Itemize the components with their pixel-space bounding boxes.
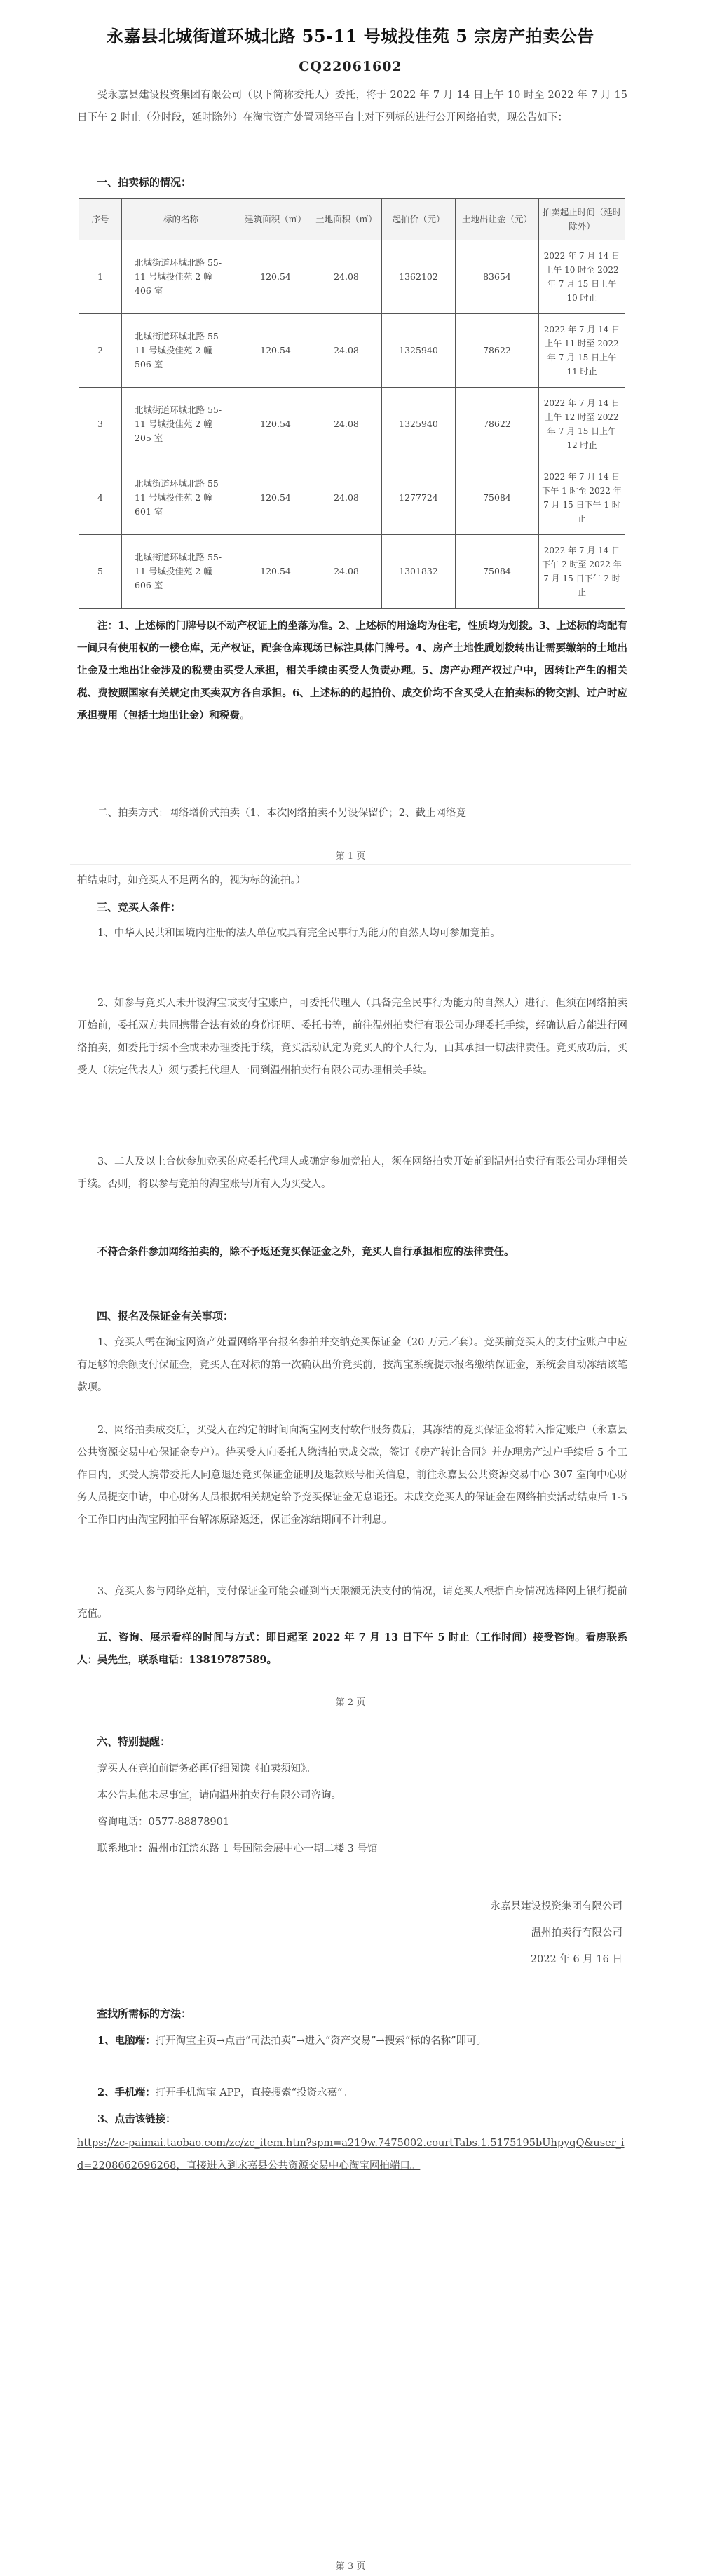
guide-mobile-label: 2、手机端： [97, 2087, 156, 2099]
auction-items-table [79, 198, 625, 609]
cell-building-area: 120.54 [240, 388, 311, 461]
cell-no: 4 [79, 461, 122, 535]
col-header-land-fee: 土地出让金（元） [456, 199, 539, 240]
cell-no: 5 [79, 535, 122, 609]
cell-name: 北城街道环城北路 55-11 号城投佳苑 2 幢 606 室 [122, 535, 240, 609]
intro-paragraph: 受永嘉县建设投资集团有限公司（以下简称委托人）委托，将于 2022 年 7 月 14 日上午 10 时至 2022 年 7 月 15 日下午 2 时止（分时段，延时除外）在淘宝资产处置网络平台上对下列标的进行公开网络拍卖，现公告如下： [77, 90, 627, 123]
cell-time: 2022 年 7 月 14 日下午 2 时至 2022 年 7 月 15 日下午 2 时止 [539, 535, 625, 609]
page-separator [70, 864, 631, 865]
announcement-date: 2022 年 6 月 16 日 [530, 1954, 622, 1965]
cell-land-area: 24.08 [311, 314, 382, 388]
cell-land-fee: 78622 [456, 388, 539, 461]
guide-desktop-text: 打开淘宝主页→点击“司法拍卖”→进入“资产交易”→搜索“标的名称”即可。 [155, 2035, 487, 2047]
guide-desktop [77, 2030, 627, 2052]
contact-phone: 咨询电话：0577-88878901 [97, 1817, 230, 1828]
signatory-client: 永嘉县建设投资集团有限公司 [490, 1901, 622, 1912]
cell-time: 2022 年 7 月 14 日下午 1 时至 2022 年 7 月 15 日下午 1 时止 [539, 461, 625, 535]
guide-link-paragraph [77, 2132, 627, 2177]
cell-land-area: 24.08 [311, 388, 382, 461]
page-title: 永嘉县北城街道环城北路 55-11 号城投佳苑 5 宗房产拍卖公告 [107, 26, 594, 46]
cell-time: 2022 年 7 月 14 日上午 12 时至 2022 年 7 月 15 日上午 12 时止 [539, 388, 625, 461]
table-row [79, 240, 625, 314]
guide-mobile-text: 打开手机淘宝 APP，直接搜索“投资永嘉”。 [155, 2087, 353, 2099]
section-3-item-2: 2、如参与竞买人未开设淘宝或支付宝账户，可委托代理人（具备完全民事行为能力的自然人）进行，但须在网络拍卖开始前，委托双方共同携带合法有效的身份证明、委托书等，前往温州拍卖行有限公司办理委托手续，经确认后方能进行网络拍卖，如委托手续不全或未办理委托手续，竞买活动认定为竞买人的个人行为，由其承担一切法律责任。竞买成功后，买受人（法定代表人）须与委托代理人一同到温州拍卖行有限公司办理相关手续。 [77, 998, 627, 1076]
cell-start-price: 1301832 [382, 535, 456, 609]
cell-land-area: 24.08 [311, 461, 382, 535]
cell-land-fee: 75084 [456, 535, 539, 609]
cell-land-fee: 83654 [456, 240, 539, 314]
section-2-continued: 拍结束时，如竞买人不足两名的，视为标的流拍。） [77, 875, 306, 886]
section-6-heading: 六、特别提醒： [97, 1735, 171, 1748]
note-paragraph: 注：1、上述标的门牌号以不动产权证上的坐落为准。2、上述标的用途均为住宅，性质均为划拨。3、上述标的均配有一间只有使用权的一楼仓库，无产权证，配套仓库现场已标注具体门牌号。4、房产土地性质划拨转出让需要缴纳的土地出让金及土地出让金涉及的税费由买受人承担，相关手续由买受人负责办理。5、房产办理产权过户中，因转让产生的相关税、费按照国家有关规定由买卖双方各自承担。6、上述标的的起拍价、成交价均不含买受人在拍卖标的物交割、过户时应承担费用（包括土地出让金）和税费。 [77, 620, 627, 721]
col-header-name: 标的名称 [122, 199, 240, 240]
section-3-heading: 三、竞买人条件： [97, 901, 182, 914]
cell-time: 2022 年 7 月 14 日上午 11 时至 2022 年 7 月 15 日上午 11 时止 [539, 314, 625, 388]
cell-land-fee: 75084 [456, 461, 539, 535]
section-6-item-2: 本公告其他未尽事宜，请向温州拍卖行有限公司咨询。 [97, 1790, 341, 1801]
cell-land-area: 24.08 [311, 240, 382, 314]
section-4-heading: 四、报名及保证金有关事项： [97, 1310, 234, 1322]
auction-link[interactable]: https://zc-paimai.taobao.com/zc/zc_item.htm?spm=a219w.7475002.courtTabs.1.5175195bUhpyqQ&user_id=2208662696268，直接进入到永嘉县公共资源交易中心淘宝网拍端口。 [77, 2138, 625, 2171]
table-row [79, 535, 625, 609]
cell-no: 2 [79, 314, 122, 388]
section-5-paragraph: 五、咨询、展示看样的时间与方式：即日起至 2022 年 7 月 13 日下午 5 时止（工作时间）接受咨询。看房联系人：吴先生，联系电话：13819787589。 [77, 1632, 627, 1666]
section-3-item-3: 3、二人及以上合伙参加竞买的应委托代理人或确定参加竞拍人，须在网络拍卖开始前到温州拍卖行有限公司办理相关手续。否则，将以参与竞拍的淘宝账号所有人为买受人。 [77, 1156, 627, 1190]
signatory-auctioneer: 温州拍卖行有限公司 [531, 1927, 622, 1939]
cell-building-area: 120.54 [240, 461, 311, 535]
cell-name: 北城街道环城北路 55-11 号城投佳苑 2 幢 406 室 [122, 240, 240, 314]
cell-name: 北城街道环城北路 55-11 号城投佳苑 2 幢 205 室 [122, 388, 240, 461]
document-number: CQ22061602 [299, 59, 402, 74]
table-header-row [79, 199, 625, 240]
cell-building-area: 120.54 [240, 535, 311, 609]
section-4-item-3: 3、竞买人参与网络竞拍，支付保证金可能会碰到当天限额无法支付的情况，请竞买人根据自身情况选择网上银行提前充值。 [77, 1586, 627, 1620]
section-3-item-1: 1、中华人民共和国境内注册的法人单位或具有完全民事行为能力的自然人均可参加竞拍。 [97, 928, 501, 939]
section-4-item-1: 1、竞买人需在淘宝网资产处置网络平台报名参拍并交纳竞买保证金（20 万元／套）。竞买前竞买人的支付宝账户中应有足够的余额支付保证金，竞买人在对标的第一次确认出价竞买前，按淘宝系统提示报名缴纳保证金，系统会自动冻结该笔款项。 [77, 1337, 627, 1393]
table-row [79, 314, 625, 388]
page-number-3: 第 3 页 [335, 2561, 366, 2572]
cell-time: 2022 年 7 月 14 日上午 10 时至 2022 年 7 月 15 日上午 10 时止 [539, 240, 625, 314]
cell-start-price: 1362102 [382, 240, 456, 314]
cell-start-price: 1277724 [382, 461, 456, 535]
table-row [79, 388, 625, 461]
cell-no: 1 [79, 240, 122, 314]
page-number-2: 第 2 页 [335, 1697, 366, 1708]
contact-address: 联系地址：温州市江滨东路 1 号国际会展中心一期二楼 3 号馆 [97, 1843, 378, 1855]
cell-building-area: 120.54 [240, 314, 311, 388]
page-number-1: 第 1 页 [335, 851, 366, 862]
col-header-time: 拍卖起止时间（延时除外） [539, 199, 625, 240]
table-row [79, 461, 625, 535]
cell-land-fee: 78622 [456, 314, 539, 388]
cell-name: 北城街道环城北路 55-11 号城投佳苑 2 幢 506 室 [122, 314, 240, 388]
guide-desktop-label: 1、电脑端： [97, 2035, 156, 2047]
section-1-heading: 一、拍卖标的情况： [97, 176, 192, 189]
col-header-land-area: 土地面积（㎡） [311, 199, 382, 240]
section-3-warning: 不符合条件参加网络拍卖的，除不予返还竞买保证金之外，竞买人自行承担相应的法律责任。 [97, 1246, 515, 1258]
cell-start-price: 1325940 [382, 314, 456, 388]
cell-building-area: 120.54 [240, 240, 311, 314]
col-header-start-price: 起拍价（元） [382, 199, 456, 240]
guide-heading: 查找所需标的方法： [97, 2007, 192, 2020]
section-4-item-2: 2、网络拍卖成交后，买受人在约定的时间向淘宝网支付软件服务费后，其冻结的竞买保证金将转入指定账户（永嘉县公共资源交易中心保证金专户）。待买受人向委托人缴清拍卖成交款，签订《房产转让合同》并办理房产过户手续后 5 个工作日内，买受人携带委托人同意退还竞买保证金证明及退款账号相关信息，前往永嘉县公共资源交易中心 307 室向中心财务人员提交申请，中心财务人员根据相关规定给予竞买保证金无息退还。未成交竞买人的保证金在网络拍卖活动结束后 1-5 个工作日内由淘宝网拍平台解冻原路返还，保证金冻结期间不计利息。 [77, 1425, 627, 1526]
section-2-paragraph: 二、拍卖方式：网络增价式拍卖（1、本次网络拍卖不另设保留价；2、截止网络竞 [97, 808, 466, 819]
col-header-no: 序号 [79, 199, 122, 240]
col-header-building-area: 建筑面积（㎡） [240, 199, 311, 240]
guide-link-label: 3、点击该链接： [97, 2113, 176, 2125]
cell-no: 3 [79, 388, 122, 461]
section-6-item-1: 竞买人在竞拍前请务必再仔细阅读《拍卖须知》。 [97, 1763, 316, 1775]
guide-mobile [77, 2082, 627, 2104]
cell-land-area: 24.08 [311, 535, 382, 609]
cell-start-price: 1325940 [382, 388, 456, 461]
cell-name: 北城街道环城北路 55-11 号城投佳苑 2 幢 601 室 [122, 461, 240, 535]
